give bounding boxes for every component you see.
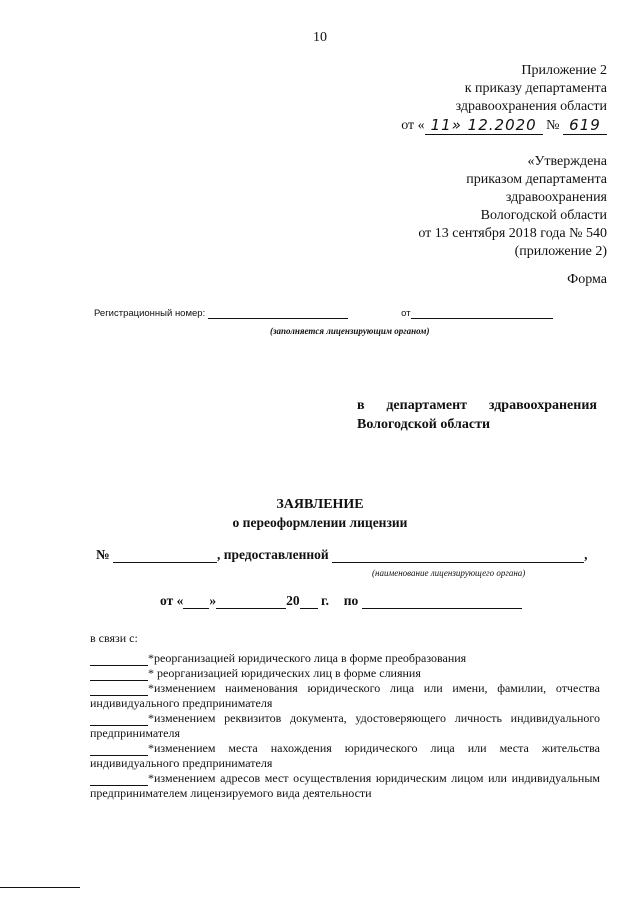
appendix-number-handwritten: 619 [563, 116, 607, 135]
approval-line-6: (приложение 2) [514, 244, 607, 259]
page-number: 10 [313, 30, 327, 45]
reason-item-2 [90, 666, 600, 681]
recipient-line-1 [357, 396, 597, 415]
registration-from-label: от [401, 308, 411, 319]
form-label: Форма [567, 272, 607, 287]
appendix-line-1: Приложение 2 [521, 63, 607, 78]
licensing-authority-field[interactable] [332, 562, 584, 563]
reason-text-4: *изменением реквизитов документа, удостоверяющего личность индивидуального предпринимателя [90, 711, 600, 740]
appendix-date-line [401, 116, 607, 135]
reason-item-6 [90, 771, 600, 800]
approval-line-2: приказом департамента [466, 172, 607, 187]
license-number-line [96, 547, 587, 563]
recipient-word-2: департамент [386, 398, 468, 413]
appendix-line-2: к приказу департамента [464, 81, 607, 96]
document-title: ЗАЯВЛЕНИЕ [276, 497, 364, 512]
appendix-number-prefix: № [546, 118, 560, 133]
appendix-date-prefix: от « [401, 118, 425, 133]
date-day-field[interactable] [183, 608, 209, 609]
license-provided-label: , предоставленной [216, 547, 329, 562]
appendix-line-3: здравоохранения области [455, 99, 607, 114]
approval-line-4: Вологодской области [480, 208, 607, 223]
date-to-label: по [343, 593, 359, 608]
reason-item-1 [90, 651, 600, 666]
recipient-word-1: в [357, 398, 365, 413]
date-to-field[interactable] [362, 608, 522, 609]
appendix-block [401, 62, 607, 135]
licensing-authority-note: (наименование лицензирующего органа) [372, 568, 526, 578]
date-from-label: от « [160, 593, 184, 608]
approval-line-3: здравоохранения [505, 190, 607, 205]
license-date-line [160, 593, 522, 609]
reason-text-1: *реорганизацией юридического лица в форме преобразования [148, 651, 467, 665]
recipient-line-2: Вологодской области [357, 417, 491, 432]
recipient-block [357, 396, 597, 434]
reason-text-5: *изменением места нахождения юридического лица или места жительства индивидуального предпринимателя [90, 741, 600, 770]
document-subtitle: о переоформлении лицензии [232, 515, 408, 530]
reason-text-3: *изменением наименования юридического лица или имени, фамилии, отчества индивидуального предпринимателя [90, 681, 600, 710]
approval-block [418, 153, 607, 261]
date-g-label: г. [320, 593, 329, 608]
approval-line-1: «Утверждена [527, 154, 607, 169]
registration-number-field[interactable] [208, 318, 348, 319]
registration-line [94, 308, 553, 319]
reason-item-3 [90, 681, 600, 710]
reason-item-5 [90, 741, 600, 770]
approval-line-5: от 13 сентября 2018 года № 540 [418, 226, 607, 241]
date-year-prefix: 20 [286, 593, 300, 608]
registration-label: Регистрационный номер: [94, 308, 206, 319]
because-label: в связи с: [90, 631, 138, 645]
footnote-rule [0, 887, 80, 888]
license-line-end: , [584, 547, 588, 562]
license-number-prefix: № [96, 547, 110, 562]
registration-note: (заполняется лицензирующим органом) [270, 326, 430, 336]
appendix-date-handwritten: 11» 12.2020 [425, 116, 543, 135]
license-number-field[interactable] [113, 562, 217, 563]
reason-item-4 [90, 711, 600, 740]
reason-text-6: *изменением адресов мест осуществления юридическим лицом или индивидуальным предпринимателем лицензируемого вида деятельности [90, 771, 600, 800]
date-month-field[interactable] [216, 608, 286, 609]
date-close-quote: » [209, 593, 217, 608]
recipient-word-3: здравоохранения [488, 398, 597, 413]
reason-text-2: * реорганизацией юридических лиц в форме слияния [148, 666, 421, 680]
date-year-field[interactable] [300, 608, 318, 609]
registration-date-field[interactable] [411, 318, 553, 319]
